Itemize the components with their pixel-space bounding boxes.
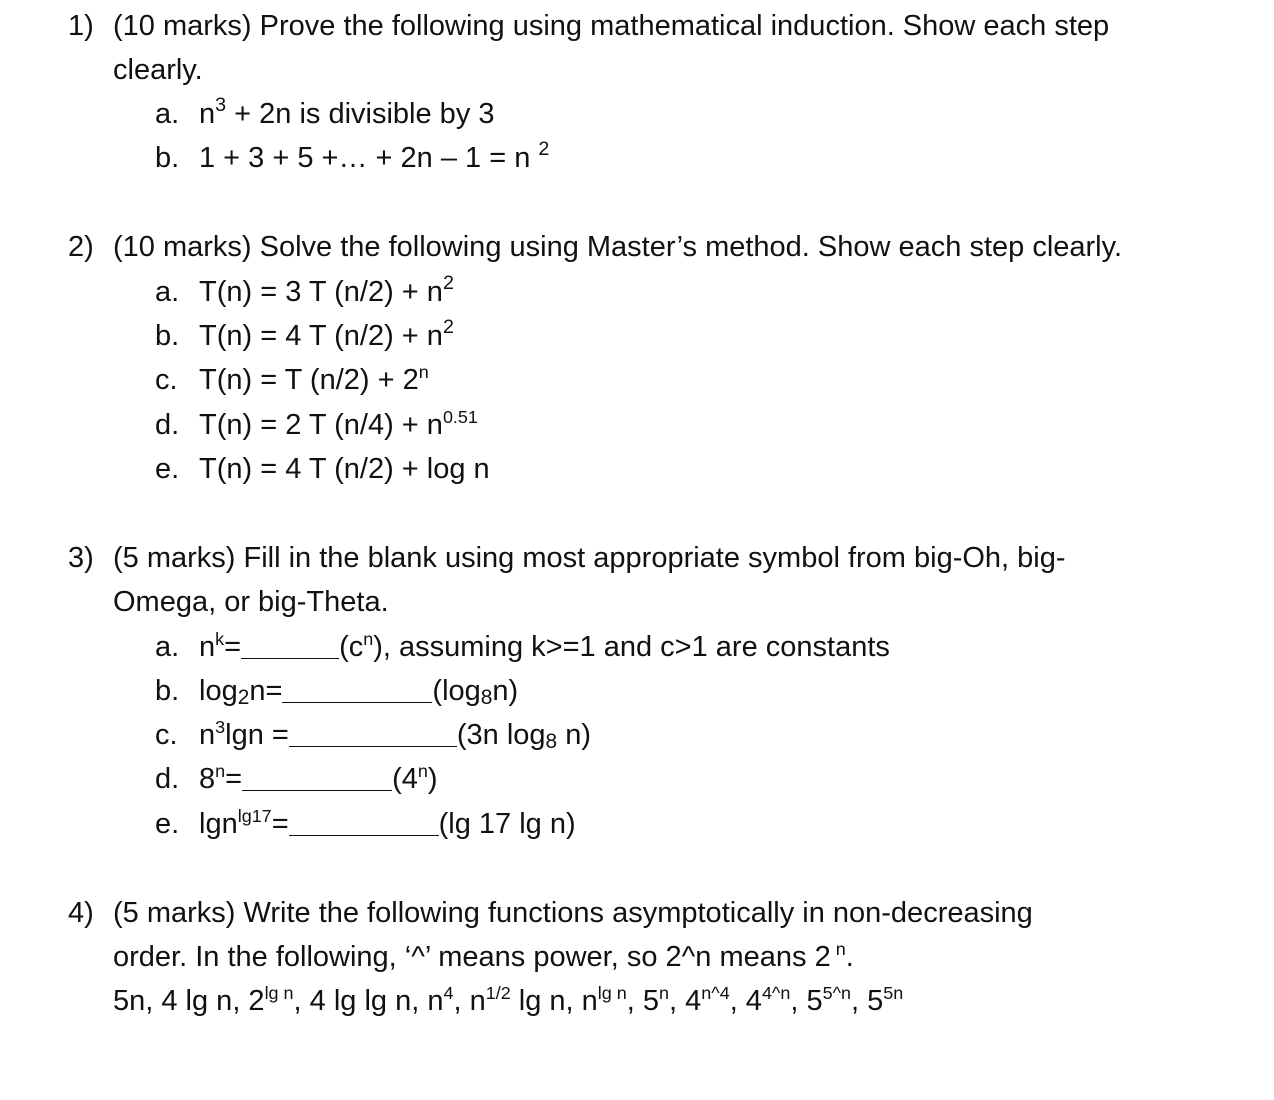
question-4-text: (5 marks) Write the following functions asymptotically in non-decreasing bbox=[113, 897, 1033, 929]
item-label: a. bbox=[155, 276, 180, 308]
question-2-number: 2) bbox=[68, 231, 94, 263]
question-1-text-cont: clearly. bbox=[113, 54, 203, 86]
question-3-number: 3) bbox=[68, 542, 94, 574]
question-3d: d. $8^n= (4^n)$ bbox=[155, 760, 438, 795]
function-list: 5n, 4 lg n, $2^{lg n}$, 4 lg lg n, $n^4$, $n^{1/2}$ lg n, $n^{lg n}$, 5$^n$, $4^{n\^{}4}$, $4^{4\^{}n}$, $5^{5\^{}n}$, $5^{5n}$ bbox=[113, 982, 904, 1017]
question-2d: d. T(n) = 2 T $(n/4) + n^{0.51}$ bbox=[155, 406, 478, 441]
question-1a: a. $n^3 + 2n$ is divisible by 3 bbox=[155, 93, 495, 130]
answer-blank bbox=[242, 764, 392, 791]
question-2a: a. T(n) = 3 T $(n/2) + n^2$ bbox=[155, 271, 454, 308]
question-4-text-cont: order. In the following, ‘^’ means power, so 2^n means 2 $^n$. bbox=[113, 938, 854, 973]
item-label: b. bbox=[155, 675, 180, 707]
question-3-text-cont: Omega, or big-Theta. bbox=[113, 586, 389, 618]
question-4-number: 4) bbox=[68, 897, 94, 929]
question-1b: b. 1 + 3 + 5 +… + 2n – 1 = n $^2$ bbox=[155, 137, 550, 174]
question-3e: e. lgn$^{lg17}$= (lg 17 lg n) bbox=[155, 805, 576, 840]
question-1-number: 1) bbox=[68, 10, 94, 42]
question-1-text: (10 marks) Prove the following using mathematical induction. Show each step bbox=[113, 10, 1110, 42]
item-label: c. bbox=[155, 719, 178, 751]
item-label: d. bbox=[155, 409, 180, 441]
item-label: d. bbox=[155, 763, 180, 795]
question-2-text: (10 marks) Solve the following using Master’s method. Show each step clearly. bbox=[113, 231, 1123, 263]
question-3-text: (5 marks) Fill in the blank using most appropriate symbol from big-Oh, big- bbox=[113, 542, 1066, 574]
question-2b: b. T(n) = 4 T $(n/2) + n^2$ bbox=[155, 315, 454, 352]
item-label: b. bbox=[155, 142, 180, 174]
question-3c: c. $n^3\lg n = (3n$ $\log_8 n$) bbox=[155, 716, 591, 753]
item-label: a. bbox=[155, 631, 180, 663]
item-label: c. bbox=[155, 364, 178, 396]
question-2e: e. T(n) = 4 T (n/2) + log n bbox=[155, 453, 490, 485]
answer-blank bbox=[241, 632, 339, 659]
answer-blank bbox=[289, 720, 457, 747]
answer-blank bbox=[289, 809, 439, 836]
answer-blank bbox=[282, 676, 432, 703]
item-label: b. bbox=[155, 320, 180, 352]
item-label: e. bbox=[155, 808, 180, 840]
question-2c: c. T(n) = T $(n/2) + 2^n$ bbox=[155, 361, 429, 396]
question-3b: b. $\log_2n= (\log_8n)$ bbox=[155, 675, 519, 709]
item-label: e. bbox=[155, 453, 180, 485]
question-3a: a. $n^k= (c^n)$, assuming k>=1 and c>1 are constants bbox=[155, 628, 890, 663]
item-label: a. bbox=[155, 98, 180, 130]
